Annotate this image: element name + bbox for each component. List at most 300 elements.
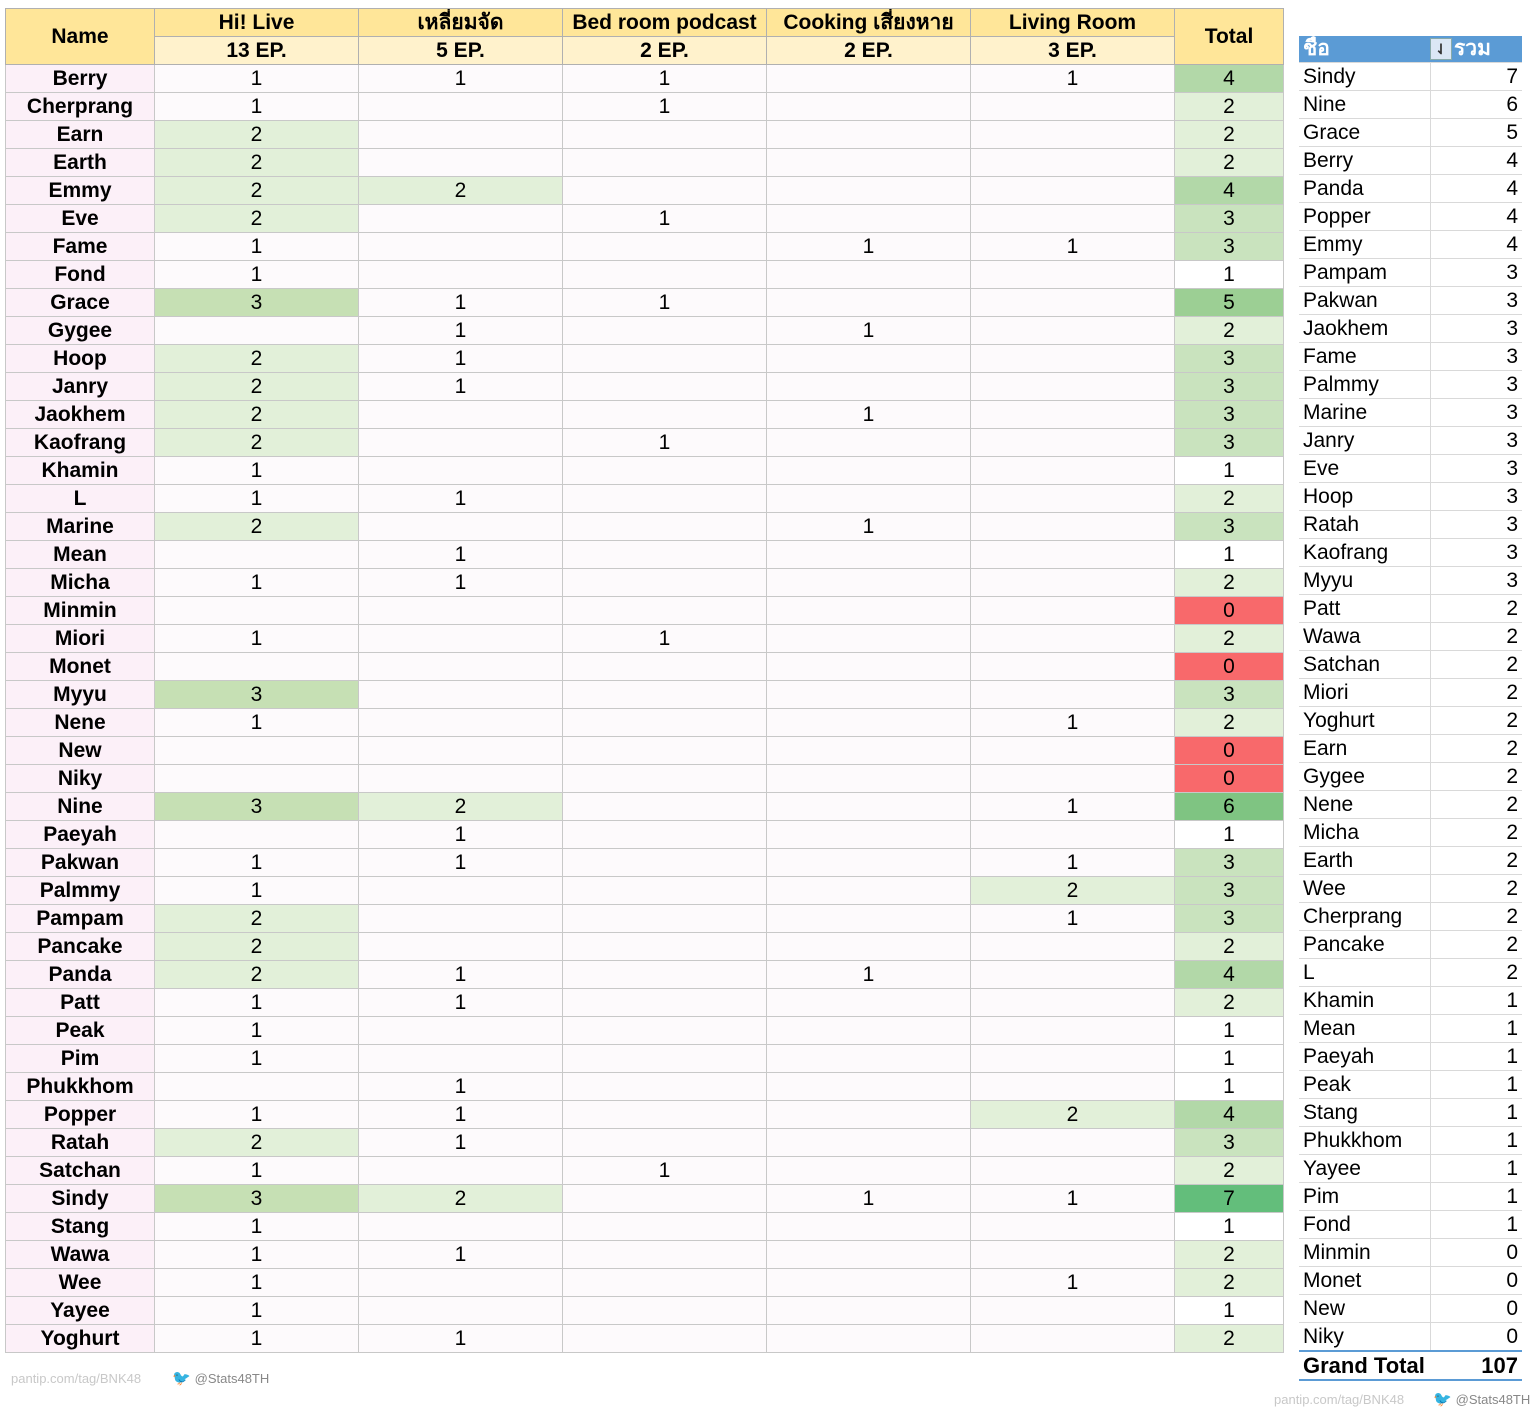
appearance-cell[interactable]	[971, 737, 1175, 765]
pivot-row[interactable]	[1299, 1295, 1522, 1323]
appearance-cell[interactable]	[563, 989, 767, 1017]
pivot-name-cell[interactable]: Khamin	[1299, 987, 1430, 1015]
appearance-cell[interactable]: 1	[359, 1325, 563, 1353]
pivot-sum-cell[interactable]: 3	[1430, 511, 1522, 539]
show-episodes-header[interactable]: 13 EP.	[155, 37, 359, 65]
table-row[interactable]	[6, 205, 1284, 233]
appearance-cell[interactable]	[971, 401, 1175, 429]
appearance-cell[interactable]: 1	[359, 65, 563, 93]
appearance-cell[interactable]	[563, 1017, 767, 1045]
table-row[interactable]	[6, 485, 1284, 513]
appearance-cell[interactable]: 2	[155, 961, 359, 989]
table-row[interactable]	[6, 961, 1284, 989]
member-name-cell[interactable]: Popper	[6, 1101, 155, 1129]
member-name-cell[interactable]: Monet	[6, 653, 155, 681]
pivot-name-cell[interactable]: Fame	[1299, 343, 1430, 371]
appearance-cell[interactable]	[563, 1185, 767, 1213]
appearance-cell[interactable]	[767, 1297, 971, 1325]
pivot-header-sum[interactable]	[1430, 36, 1522, 63]
appearance-cell[interactable]	[971, 121, 1175, 149]
pivot-row[interactable]	[1299, 259, 1522, 287]
appearance-cell[interactable]	[767, 821, 971, 849]
table-row[interactable]	[6, 597, 1284, 625]
appearance-cell[interactable]	[767, 849, 971, 877]
pivot-name-cell[interactable]: Yayee	[1299, 1155, 1430, 1183]
appearance-cell[interactable]: 1	[359, 821, 563, 849]
pivot-name-cell[interactable]: Sindy	[1299, 63, 1430, 91]
table-row[interactable]	[6, 905, 1284, 933]
pivot-row[interactable]	[1299, 175, 1522, 203]
show-title-header[interactable]: เหลี่ยมจัด	[359, 9, 563, 37]
pivot-sum-cell[interactable]: 6	[1430, 91, 1522, 119]
show-episodes-header[interactable]: 5 EP.	[359, 37, 563, 65]
appearance-cell[interactable]	[563, 877, 767, 905]
pivot-row[interactable]	[1299, 119, 1522, 147]
appearance-cell[interactable]: 2	[155, 149, 359, 177]
credit-site[interactable]: pantip.com/tag/BNK48	[1274, 1392, 1405, 1407]
appearance-cell[interactable]: 1	[767, 233, 971, 261]
appearance-cell[interactable]	[767, 989, 971, 1017]
pivot-name-cell[interactable]: Jaokhem	[1299, 315, 1430, 343]
appearance-cell[interactable]: 1	[155, 849, 359, 877]
pivot-sum-cell[interactable]: 4	[1430, 147, 1522, 175]
total-cell[interactable]: 1	[1175, 1045, 1284, 1073]
total-cell[interactable]: 1	[1175, 1017, 1284, 1045]
table-row[interactable]	[6, 1297, 1284, 1325]
pivot-sum-cell[interactable]: 3	[1430, 539, 1522, 567]
appearance-cell[interactable]	[563, 961, 767, 989]
appearance-cell[interactable]: 1	[563, 93, 767, 121]
appearance-cell[interactable]: 1	[359, 961, 563, 989]
appearance-cell[interactable]: 1	[359, 541, 563, 569]
appearance-cell[interactable]: 1	[767, 401, 971, 429]
total-cell[interactable]: 2	[1175, 93, 1284, 121]
member-name-cell[interactable]: Phukkhom	[6, 1073, 155, 1101]
total-cell[interactable]: 2	[1175, 569, 1284, 597]
total-cell[interactable]: 3	[1175, 345, 1284, 373]
table-row[interactable]	[6, 737, 1284, 765]
pivot-name-cell[interactable]: Mean	[1299, 1015, 1430, 1043]
appearance-cell[interactable]: 1	[155, 1213, 359, 1241]
pivot-name-cell[interactable]: Earn	[1299, 735, 1430, 763]
pivot-row[interactable]	[1299, 1155, 1522, 1183]
show-title-header[interactable]: Living Room	[971, 9, 1175, 37]
appearance-cell[interactable]	[563, 933, 767, 961]
pivot-name-cell[interactable]: Pakwan	[1299, 287, 1430, 315]
member-name-cell[interactable]: Ratah	[6, 1129, 155, 1157]
total-cell[interactable]: 2	[1175, 1325, 1284, 1353]
pivot-name-cell[interactable]: Myyu	[1299, 567, 1430, 595]
table-row[interactable]	[6, 1101, 1284, 1129]
appearance-cell[interactable]	[155, 821, 359, 849]
appearance-cell[interactable]: 1	[767, 513, 971, 541]
appearance-cell[interactable]	[767, 457, 971, 485]
appearance-cell[interactable]	[359, 1213, 563, 1241]
pivot-sum-cell[interactable]: 1	[1430, 1183, 1522, 1211]
appearance-cell[interactable]	[767, 149, 971, 177]
pivot-name-cell[interactable]: Pancake	[1299, 931, 1430, 959]
appearance-cell[interactable]	[971, 513, 1175, 541]
appearance-cell[interactable]: 1	[971, 709, 1175, 737]
pivot-sum-cell[interactable]: 2	[1430, 763, 1522, 791]
appearance-cell[interactable]	[971, 569, 1175, 597]
appearance-cell[interactable]: 1	[155, 1241, 359, 1269]
member-name-cell[interactable]: Wawa	[6, 1241, 155, 1269]
pivot-name-cell[interactable]: Panda	[1299, 175, 1430, 203]
appearance-cell[interactable]	[971, 457, 1175, 485]
pivot-sum-cell[interactable]: 1	[1430, 1015, 1522, 1043]
table-row[interactable]	[6, 1129, 1284, 1157]
member-name-cell[interactable]: Grace	[6, 289, 155, 317]
appearance-cell[interactable]	[359, 597, 563, 625]
table-row[interactable]	[6, 821, 1284, 849]
appearance-cell[interactable]: 1	[359, 849, 563, 877]
pivot-name-cell[interactable]: Marine	[1299, 399, 1430, 427]
appearance-cell[interactable]	[971, 933, 1175, 961]
appearance-cell[interactable]	[359, 1045, 563, 1073]
pivot-row[interactable]	[1299, 679, 1522, 707]
appearance-cell[interactable]: 1	[767, 961, 971, 989]
table-row[interactable]	[6, 317, 1284, 345]
table-row[interactable]	[6, 457, 1284, 485]
appearance-cell[interactable]	[767, 765, 971, 793]
appearance-cell[interactable]	[767, 933, 971, 961]
pivot-row[interactable]	[1299, 343, 1522, 371]
pivot-name-cell[interactable]: Monet	[1299, 1267, 1430, 1295]
member-name-cell[interactable]: Nene	[6, 709, 155, 737]
appearance-cell[interactable]	[971, 1045, 1175, 1073]
pivot-row[interactable]	[1299, 819, 1522, 847]
total-cell[interactable]: 1	[1175, 541, 1284, 569]
credit-twitter[interactable]: @Stats48TH	[1455, 1392, 1531, 1407]
pivot-row[interactable]	[1299, 959, 1522, 987]
appearance-cell[interactable]: 1	[359, 289, 563, 317]
appearance-cell[interactable]: 2	[155, 905, 359, 933]
table-row[interactable]	[6, 149, 1284, 177]
member-name-cell[interactable]: Mean	[6, 541, 155, 569]
appearance-cell[interactable]: 1	[971, 905, 1175, 933]
appearance-cell[interactable]	[563, 1325, 767, 1353]
appearance-cell[interactable]: 2	[971, 1101, 1175, 1129]
appearance-cell[interactable]	[563, 345, 767, 373]
appearance-cell[interactable]: 2	[155, 513, 359, 541]
member-name-cell[interactable]: Nine	[6, 793, 155, 821]
appearance-cell[interactable]	[563, 653, 767, 681]
pivot-row[interactable]	[1299, 399, 1522, 427]
table-row[interactable]	[6, 989, 1284, 1017]
table-row[interactable]	[6, 681, 1284, 709]
pivot-sum-cell[interactable]: 0	[1430, 1323, 1522, 1352]
appearance-cell[interactable]	[767, 485, 971, 513]
appearance-cell[interactable]: 1	[563, 1157, 767, 1185]
appearance-cell[interactable]: 1	[563, 205, 767, 233]
member-name-cell[interactable]: Myyu	[6, 681, 155, 709]
appearance-cell[interactable]: 2	[155, 121, 359, 149]
pivot-name-cell[interactable]: Wee	[1299, 875, 1430, 903]
appearance-cell[interactable]	[359, 653, 563, 681]
appearance-cell[interactable]	[767, 1157, 971, 1185]
pivot-sum-cell[interactable]: 7	[1430, 63, 1522, 91]
appearance-cell[interactable]: 1	[971, 1185, 1175, 1213]
pivot-sum-cell[interactable]: 3	[1430, 287, 1522, 315]
appearance-cell[interactable]	[767, 709, 971, 737]
total-cell[interactable]: 5	[1175, 289, 1284, 317]
member-name-cell[interactable]: Yoghurt	[6, 1325, 155, 1353]
appearance-cell[interactable]	[971, 821, 1175, 849]
appearance-cell[interactable]	[563, 317, 767, 345]
table-row[interactable]	[6, 569, 1284, 597]
pivot-row[interactable]	[1299, 763, 1522, 791]
appearance-cell[interactable]: 1	[155, 1269, 359, 1297]
appearance-cell[interactable]: 2	[155, 429, 359, 457]
pivot-row[interactable]	[1299, 707, 1522, 735]
pivot-row[interactable]	[1299, 1043, 1522, 1071]
total-cell[interactable]: 2	[1175, 989, 1284, 1017]
total-cell[interactable]: 7	[1175, 1185, 1284, 1213]
pivot-name-cell[interactable]: Kaofrang	[1299, 539, 1430, 567]
table-row[interactable]	[6, 373, 1284, 401]
pivot-name-cell[interactable]: Pampam	[1299, 259, 1430, 287]
appearance-cell[interactable]	[971, 1157, 1175, 1185]
table-row[interactable]	[6, 541, 1284, 569]
table-row[interactable]	[6, 1213, 1284, 1241]
pivot-name-cell[interactable]: Phukkhom	[1299, 1127, 1430, 1155]
pivot-row[interactable]	[1299, 1211, 1522, 1239]
table-row[interactable]	[6, 93, 1284, 121]
appearance-cell[interactable]	[971, 345, 1175, 373]
appearance-cell[interactable]: 1	[359, 317, 563, 345]
pivot-name-cell[interactable]: Fond	[1299, 1211, 1430, 1239]
appearance-cell[interactable]: 1	[155, 261, 359, 289]
appearance-cell[interactable]	[971, 681, 1175, 709]
appearance-cell[interactable]	[359, 933, 563, 961]
appearance-cell[interactable]	[767, 289, 971, 317]
appearance-cell[interactable]	[155, 737, 359, 765]
pivot-name-cell[interactable]: L	[1299, 959, 1430, 987]
appearance-cell[interactable]: 1	[359, 569, 563, 597]
appearance-cell[interactable]	[563, 737, 767, 765]
appearance-cell[interactable]	[563, 541, 767, 569]
pivot-name-cell[interactable]: Nene	[1299, 791, 1430, 819]
appearance-cell[interactable]	[563, 261, 767, 289]
pivot-sum-cell[interactable]: 2	[1430, 623, 1522, 651]
appearance-cell[interactable]: 1	[971, 793, 1175, 821]
appearance-cell[interactable]	[767, 625, 971, 653]
appearance-cell[interactable]	[563, 1297, 767, 1325]
appearance-cell[interactable]	[767, 877, 971, 905]
appearance-cell[interactable]: 2	[155, 1129, 359, 1157]
pivot-row[interactable]	[1299, 595, 1522, 623]
appearance-cell[interactable]	[155, 765, 359, 793]
total-cell[interactable]: 1	[1175, 1213, 1284, 1241]
appearance-cell[interactable]: 1	[971, 65, 1175, 93]
pivot-sum-cell[interactable]: 1	[1430, 1211, 1522, 1239]
table-row[interactable]	[6, 1017, 1284, 1045]
pivot-sum-cell[interactable]: 4	[1430, 231, 1522, 259]
member-name-cell[interactable]: Kaofrang	[6, 429, 155, 457]
total-cell[interactable]: 2	[1175, 1269, 1284, 1297]
appearance-cell[interactable]	[971, 177, 1175, 205]
appearance-cell[interactable]	[359, 233, 563, 261]
member-name-cell[interactable]: Emmy	[6, 177, 155, 205]
appearance-cell[interactable]	[971, 653, 1175, 681]
appearance-cell[interactable]: 2	[155, 205, 359, 233]
total-header[interactable]: Total	[1175, 9, 1284, 65]
appearance-cell[interactable]	[563, 597, 767, 625]
appearance-cell[interactable]: 2	[155, 401, 359, 429]
pivot-sum-cell[interactable]: 2	[1430, 875, 1522, 903]
appearance-cell[interactable]	[971, 1213, 1175, 1241]
appearance-cell[interactable]	[359, 429, 563, 457]
table-row[interactable]	[6, 793, 1284, 821]
appearance-cell[interactable]: 1	[155, 1325, 359, 1353]
appearance-cell[interactable]: 1	[359, 373, 563, 401]
table-row[interactable]	[6, 933, 1284, 961]
pivot-row[interactable]	[1299, 91, 1522, 119]
member-name-cell[interactable]: Pancake	[6, 933, 155, 961]
total-cell[interactable]: 0	[1175, 597, 1284, 625]
appearance-cell[interactable]	[359, 121, 563, 149]
pivot-header-name[interactable]	[1299, 36, 1430, 63]
appearance-cell[interactable]: 1	[563, 625, 767, 653]
pivot-sum-cell[interactable]: 2	[1430, 595, 1522, 623]
name-header[interactable]: Name	[6, 9, 155, 65]
appearance-cell[interactable]	[359, 709, 563, 737]
appearance-cell[interactable]	[971, 541, 1175, 569]
member-name-cell[interactable]: Yayee	[6, 1297, 155, 1325]
table-row[interactable]	[6, 653, 1284, 681]
appearance-cell[interactable]	[563, 149, 767, 177]
member-name-cell[interactable]: Cherprang	[6, 93, 155, 121]
pivot-name-cell[interactable]: Grace	[1299, 119, 1430, 147]
appearance-cell[interactable]	[767, 1017, 971, 1045]
appearance-cell[interactable]	[563, 485, 767, 513]
pivot-row[interactable]	[1299, 511, 1522, 539]
appearance-cell[interactable]	[563, 821, 767, 849]
table-row[interactable]	[6, 65, 1284, 93]
member-name-cell[interactable]: Berry	[6, 65, 155, 93]
appearance-cell[interactable]	[767, 1269, 971, 1297]
table-row[interactable]	[6, 1157, 1284, 1185]
table-row[interactable]	[6, 429, 1284, 457]
appearance-cell[interactable]	[971, 485, 1175, 513]
pivot-row[interactable]	[1299, 147, 1522, 175]
appearance-cell[interactable]	[971, 373, 1175, 401]
appearance-cell[interactable]: 1	[155, 1101, 359, 1129]
appearance-cell[interactable]	[359, 205, 563, 233]
appearance-cell[interactable]	[767, 429, 971, 457]
appearance-cell[interactable]	[767, 345, 971, 373]
appearance-cell[interactable]: 1	[563, 429, 767, 457]
total-cell[interactable]: 3	[1175, 681, 1284, 709]
appearance-cell[interactable]	[971, 625, 1175, 653]
pivot-sum-cell[interactable]: 2	[1430, 959, 1522, 987]
show-episodes-header[interactable]: 2 EP.	[767, 37, 971, 65]
pivot-name-cell[interactable]: Palmmy	[1299, 371, 1430, 399]
appearance-cell[interactable]: 1	[155, 569, 359, 597]
appearance-cell[interactable]: 2	[155, 345, 359, 373]
appearance-cell[interactable]: 1	[563, 289, 767, 317]
total-cell[interactable]: 0	[1175, 737, 1284, 765]
appearance-cell[interactable]	[563, 1129, 767, 1157]
appearance-cell[interactable]	[971, 989, 1175, 1017]
pivot-row[interactable]	[1299, 1015, 1522, 1043]
appearance-cell[interactable]	[563, 1269, 767, 1297]
pivot-sum-cell[interactable]: 1	[1430, 1127, 1522, 1155]
appearance-cell[interactable]	[767, 1325, 971, 1353]
appearance-cell[interactable]	[563, 1045, 767, 1073]
appearance-cell[interactable]: 1	[155, 709, 359, 737]
appearance-cell[interactable]: 1	[155, 989, 359, 1017]
appearance-cell[interactable]	[767, 1241, 971, 1269]
appearance-cell[interactable]	[767, 65, 971, 93]
total-cell[interactable]: 4	[1175, 177, 1284, 205]
pivot-name-cell[interactable]: Popper	[1299, 203, 1430, 231]
member-name-cell[interactable]: Paeyah	[6, 821, 155, 849]
pivot-name-cell[interactable]: Paeyah	[1299, 1043, 1430, 1071]
table-row[interactable]	[6, 261, 1284, 289]
total-cell[interactable]: 2	[1175, 1241, 1284, 1269]
pivot-sum-cell[interactable]: 2	[1430, 735, 1522, 763]
appearance-cell[interactable]	[767, 905, 971, 933]
total-cell[interactable]: 3	[1175, 1129, 1284, 1157]
pivot-sum-cell[interactable]: 3	[1430, 455, 1522, 483]
appearance-cell[interactable]	[359, 877, 563, 905]
appearance-cell[interactable]	[971, 1241, 1175, 1269]
pivot-row[interactable]	[1299, 847, 1522, 875]
appearance-cell[interactable]	[767, 1045, 971, 1073]
grand-total-row[interactable]	[1299, 1351, 1522, 1380]
appearance-cell[interactable]	[971, 765, 1175, 793]
appearance-cell[interactable]: 1	[155, 233, 359, 261]
total-cell[interactable]: 3	[1175, 513, 1284, 541]
show-title-header[interactable]: Hi! Live	[155, 9, 359, 37]
appearance-cell[interactable]: 1	[563, 65, 767, 93]
table-row[interactable]	[6, 1185, 1284, 1213]
appearance-cell[interactable]	[563, 121, 767, 149]
appearance-cell[interactable]	[971, 961, 1175, 989]
appearance-cell[interactable]	[767, 681, 971, 709]
member-name-cell[interactable]: Fond	[6, 261, 155, 289]
appearance-cell[interactable]	[359, 1269, 563, 1297]
appearance-cell[interactable]	[359, 401, 563, 429]
pivot-sum-cell[interactable]: 2	[1430, 707, 1522, 735]
total-cell[interactable]: 3	[1175, 877, 1284, 905]
appearance-cell[interactable]	[155, 653, 359, 681]
appearance-cell[interactable]	[767, 737, 971, 765]
total-cell[interactable]: 1	[1175, 821, 1284, 849]
member-name-cell[interactable]: Palmmy	[6, 877, 155, 905]
appearance-cell[interactable]: 1	[155, 877, 359, 905]
appearance-cell[interactable]	[563, 177, 767, 205]
appearance-cell[interactable]	[767, 93, 971, 121]
member-name-cell[interactable]: Peak	[6, 1017, 155, 1045]
appearance-cell[interactable]	[767, 1213, 971, 1241]
appearance-cell[interactable]	[359, 625, 563, 653]
member-name-cell[interactable]: Miori	[6, 625, 155, 653]
pivot-row[interactable]	[1299, 483, 1522, 511]
total-cell[interactable]: 2	[1175, 121, 1284, 149]
appearance-cell[interactable]: 1	[971, 233, 1175, 261]
sort-descending-icon[interactable]: ⇃	[1430, 38, 1452, 60]
pivot-sum-cell[interactable]: 2	[1430, 651, 1522, 679]
total-cell[interactable]: 3	[1175, 905, 1284, 933]
pivot-sum-cell[interactable]: 1	[1430, 1155, 1522, 1183]
pivot-name-cell[interactable]: Eve	[1299, 455, 1430, 483]
appearance-cell[interactable]	[971, 289, 1175, 317]
appearance-cell[interactable]: 2	[359, 177, 563, 205]
member-name-cell[interactable]: Eve	[6, 205, 155, 233]
